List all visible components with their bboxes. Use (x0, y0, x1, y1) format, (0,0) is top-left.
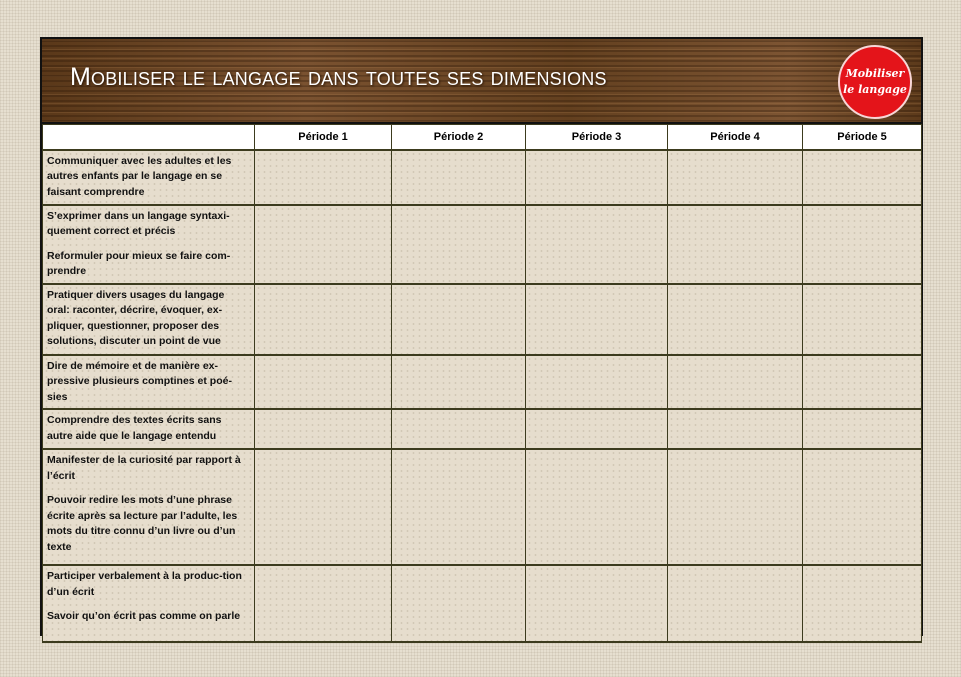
row-label (43, 205, 255, 284)
competence-text: Manifester de la curiosité par rapport à l’écrit (47, 454, 241, 482)
table-row (43, 449, 922, 565)
column-header-periode-1: Période 1 (255, 125, 392, 150)
period-cell[interactable] (668, 205, 803, 284)
period-cell[interactable] (526, 355, 668, 410)
period-cell[interactable] (668, 409, 803, 449)
period-cell[interactable] (392, 355, 526, 410)
badge-logo (838, 45, 912, 119)
period-cell[interactable] (392, 565, 526, 642)
period-cell[interactable] (392, 205, 526, 284)
table-row (43, 565, 922, 642)
table-row (43, 150, 922, 205)
row-label (43, 565, 255, 642)
period-cell[interactable] (803, 205, 922, 284)
page-title: Mobiliser le langage dans toutes ses dimensions (70, 63, 607, 91)
column-header-periode-2: Période 2 (392, 125, 526, 150)
table-row (43, 355, 922, 410)
period-cell[interactable] (255, 565, 392, 642)
row-label (43, 449, 255, 565)
table-row (43, 284, 922, 355)
period-cell[interactable] (526, 205, 668, 284)
period-cell[interactable] (803, 355, 922, 410)
row-label (43, 355, 255, 410)
competence-text: S’exprimer dans un langage syntaxi-quement correct et précis (47, 209, 230, 237)
period-cell[interactable] (255, 150, 392, 205)
period-cell[interactable] (526, 409, 668, 449)
header-banner (42, 39, 921, 124)
period-cell[interactable] (255, 409, 392, 449)
competence-text: Dire de mémoire et de manière ex-pressive plusieurs comptines et poé-sies (47, 359, 232, 403)
competence-text: Reformuler pour mieux se faire com-prendre (47, 249, 231, 277)
column-header-periode-5: Période 5 (803, 125, 922, 150)
period-cell[interactable] (803, 150, 922, 205)
column-header-periode-4: Période 4 (668, 125, 803, 150)
competence-text: Pouvoir redire les mots d’une phrase écrite après sa lecture par l’adulte, les mots du titre connu d’un livre ou d’un texte (47, 494, 238, 553)
period-cell[interactable] (803, 565, 922, 642)
period-cell[interactable] (255, 449, 392, 565)
period-cell[interactable] (526, 150, 668, 205)
table-row (43, 205, 922, 284)
period-cell[interactable] (255, 205, 392, 284)
period-cell[interactable] (392, 150, 526, 205)
row-label (43, 409, 255, 449)
period-cell[interactable] (392, 449, 526, 565)
badge-line-2: le langage (843, 83, 907, 96)
period-cell[interactable] (526, 565, 668, 642)
competence-text: Comprendre des textes écrits sans autre aide que le langage entendu (47, 414, 222, 442)
worksheet (40, 37, 923, 636)
table-row (43, 409, 922, 449)
column-header-periode-3: Période 3 (526, 125, 668, 150)
period-cell[interactable] (255, 284, 392, 355)
row-label (43, 284, 255, 355)
period-cell[interactable] (803, 449, 922, 565)
competence-text: Pratiquer divers usages du langage oral: raconter, décrire, évoquer, ex-pliquer, questionner, proposer des solutions, discuter un point de vue (47, 288, 225, 347)
period-cell[interactable] (803, 284, 922, 355)
competence-text: Participer verbalement à la produc-tion d’un écrit (47, 570, 242, 598)
period-cell[interactable] (668, 565, 803, 642)
badge-line-1: Mobiliser (845, 67, 905, 80)
period-cell[interactable] (668, 284, 803, 355)
period-cell[interactable] (392, 409, 526, 449)
competence-text: Savoir qu’on écrit pas comme on parle (47, 610, 241, 622)
period-cell[interactable] (803, 409, 922, 449)
corner-cell (43, 125, 255, 150)
competence-text: Communiquer avec les adultes et les autres enfants par le langage en se faisant comprendre (47, 154, 232, 198)
period-cell[interactable] (255, 355, 392, 410)
period-cell[interactable] (526, 284, 668, 355)
period-cell[interactable] (526, 449, 668, 565)
period-cell[interactable] (392, 284, 526, 355)
period-cell[interactable] (668, 150, 803, 205)
period-cell[interactable] (668, 355, 803, 410)
header-row (43, 125, 922, 150)
progress-table (42, 124, 922, 643)
row-label (43, 150, 255, 205)
period-cell[interactable] (668, 449, 803, 565)
